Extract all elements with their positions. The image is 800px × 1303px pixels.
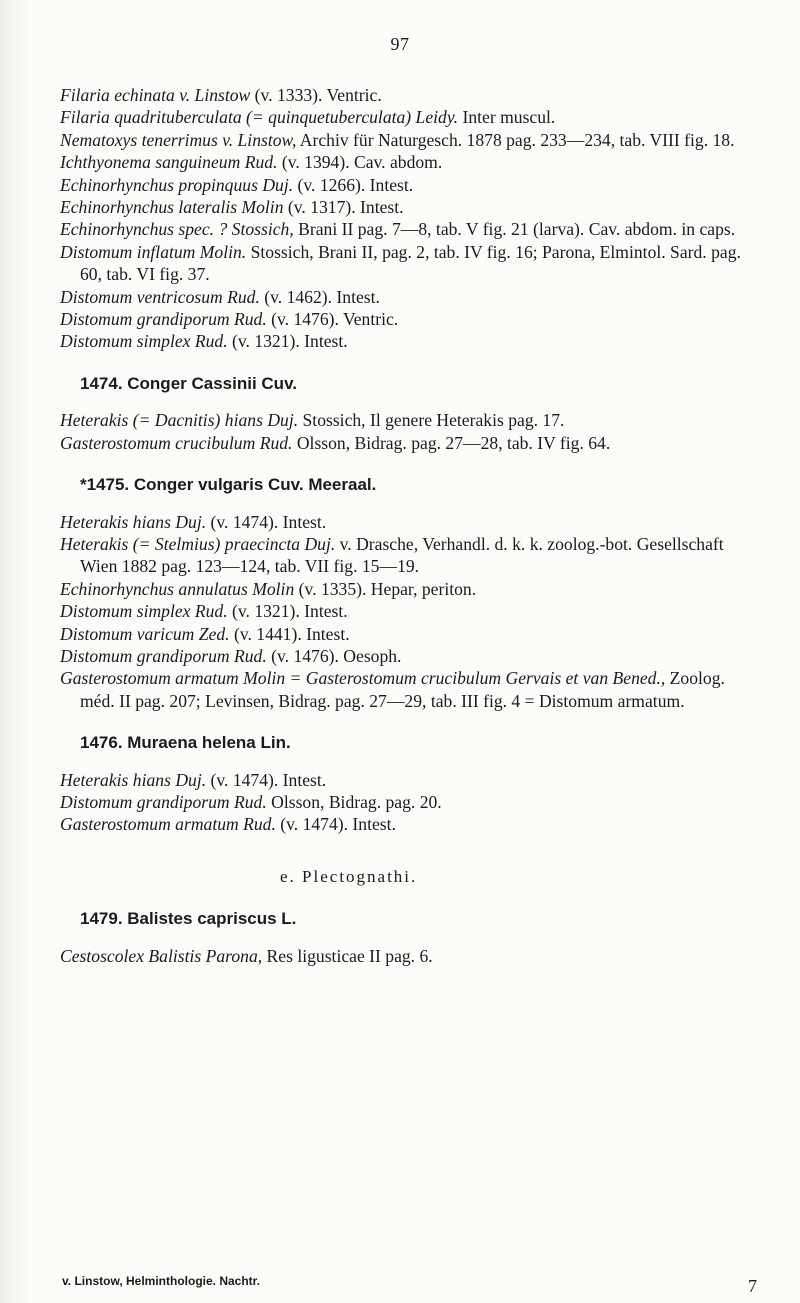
- species-name: Heterakis (= Dacnitis) hians Duj.: [60, 410, 299, 431]
- species-name: Gasterostomum armatum Molin = Gasterostomum crucibulum Gervais et van Bened.,: [60, 668, 666, 689]
- species-name: Gasterostomum crucibulum Rud.: [60, 432, 293, 453]
- species-entry: [60, 218, 760, 240]
- entry-reference: (v. 1476). Oesoph.: [266, 645, 402, 666]
- entry-reference: (v. 1317). Intest.: [283, 197, 404, 218]
- document-body: [60, 84, 760, 967]
- species-name: Distomum grandiporum Rud.: [60, 645, 267, 666]
- species-entry: [60, 174, 760, 196]
- entry-reference: (v. 1474). Intest.: [206, 511, 327, 532]
- entry-reference: (v. 1474). Intest.: [206, 769, 327, 790]
- species-name: Distomum grandiporum Rud.: [60, 309, 267, 330]
- species-entry: [60, 578, 760, 600]
- species-entry: [60, 667, 760, 712]
- species-entry: [60, 409, 760, 431]
- species-name: Echinorhynchus propinquus Duj.: [60, 174, 294, 195]
- entry-reference: Stossich, Brani II, pag. 2, tab. IV fig. 16; Parona, Elmintol. Sard. pag. 60, tab. VI fig. 37.: [80, 241, 741, 285]
- species-entry: [60, 769, 760, 791]
- species-entry: [60, 241, 760, 286]
- species-name: Cestoscolex Balistis Parona,: [60, 945, 263, 966]
- species-entry: [60, 129, 760, 151]
- entry-reference: (v. 1476). Ventric.: [266, 309, 399, 330]
- species-entry: [60, 196, 760, 218]
- species-name: Ichthyonema sanguineum Rud.: [60, 152, 278, 173]
- species-entry: [60, 84, 760, 106]
- entry-reference: (v. 1266). Intest.: [293, 174, 414, 195]
- species-name: Distomum simplex Rud.: [60, 331, 228, 352]
- entry-reference: Inter muscul.: [458, 107, 556, 128]
- species-name: Echinorhynchus lateralis Molin: [60, 197, 284, 218]
- page-footer: v. Linstow, Helminthologie. Nachtr.: [62, 1274, 261, 1288]
- entry-reference: Olsson, Bidrag. pag. 27—28, tab. IV fig. 64.: [292, 432, 611, 453]
- entry-reference: (v. 1474). Intest.: [275, 814, 396, 835]
- entry-reference: (v. 1441). Intest.: [229, 623, 350, 644]
- species-name: Nematoxys tenerrimus v. Linstow,: [60, 129, 297, 150]
- entry-reference: (v. 1462). Intest.: [259, 286, 380, 307]
- signature-mark: 7: [748, 1276, 757, 1296]
- entry-reference: (v. 1394). Cav. abdom.: [277, 152, 443, 173]
- species-name: Distomum varicum Zed.: [60, 623, 230, 644]
- entry-reference: (v. 1321). Intest.: [227, 331, 348, 352]
- species-entry: [60, 623, 760, 645]
- entry-reference: v. Drasche, Verhandl. d. k. k. zoolog.-bot. Gesellschaft Wien 1882 pag. 123—124, tab. VII fig. 15—19.: [80, 533, 724, 577]
- species-name: Heterakis (= Stelmius) praecincta Duj.: [60, 533, 336, 554]
- entry-reference: Brani II pag. 7—8, tab. V fig. 21 (larva). Cav. abdom. in caps.: [293, 219, 736, 240]
- species-name: Filaria echinata v. Linstow: [60, 85, 251, 105]
- species-name: Heterakis hians Duj.: [60, 511, 207, 532]
- species-name: Gasterostomum armatum Rud.: [60, 814, 276, 835]
- entry-reference: (v. 1333). Ventric.: [250, 85, 382, 105]
- species-name: Distomum grandiporum Rud.: [60, 791, 267, 812]
- host-heading: *1475. Conger vulgaris Cuv. Meeraal.: [80, 475, 377, 495]
- entry-reference: Zoolog. méd. II pag. 207; Levinsen, Bidrag. pag. 27—29, tab. III fig. 4 = Distomum armatum.: [80, 668, 725, 711]
- species-entry: [60, 286, 760, 308]
- section-subheading: e. Plectognathi.: [280, 866, 418, 886]
- entry-reference: (v. 1335). Hepar, periton.: [294, 578, 477, 599]
- species-entry: [60, 330, 760, 352]
- species-entry: [60, 511, 760, 533]
- species-entry: [60, 308, 760, 330]
- species-name: Echinorhynchus annulatus Molin: [60, 578, 295, 599]
- species-name: Distomum ventricosum Rud.: [60, 286, 260, 307]
- entry-reference: Res ligusticae II pag. 6.: [262, 945, 433, 966]
- species-name: Filaria quadrituberculata (= quinquetuberculata) Leidy.: [60, 107, 459, 128]
- entry-reference: Stossich, Il genere Heterakis pag. 17.: [298, 410, 565, 431]
- species-entry: [60, 645, 760, 667]
- species-entry: [60, 813, 760, 835]
- species-entry: [60, 791, 760, 813]
- species-entry: [60, 600, 760, 622]
- species-name: Distomum inflatum Molin.: [60, 241, 247, 262]
- species-name: Heterakis hians Duj.: [60, 769, 207, 790]
- species-name: Distomum simplex Rud.: [60, 601, 228, 622]
- entry-reference: Archiv für Naturgesch. 1878 pag. 233—234, tab. VIII fig. 18.: [296, 129, 735, 150]
- page-number: 97: [390, 34, 410, 54]
- species-entry: [60, 151, 760, 173]
- host-heading: 1476. Muraena helena Lin.: [80, 733, 291, 753]
- host-heading: 1479. Balistes capriscus L.: [80, 909, 297, 929]
- species-entry: [60, 945, 760, 967]
- species-entry: [60, 533, 760, 578]
- entry-reference: (v. 1321). Intest.: [227, 601, 348, 622]
- species-entry: [60, 106, 760, 128]
- species-name: Echinorhynchus spec. ? Stossich,: [60, 219, 294, 240]
- entry-reference: Olsson, Bidrag. pag. 20.: [266, 791, 442, 812]
- host-heading: 1474. Conger Cassinii Cuv.: [80, 373, 297, 393]
- species-entry: [60, 432, 760, 454]
